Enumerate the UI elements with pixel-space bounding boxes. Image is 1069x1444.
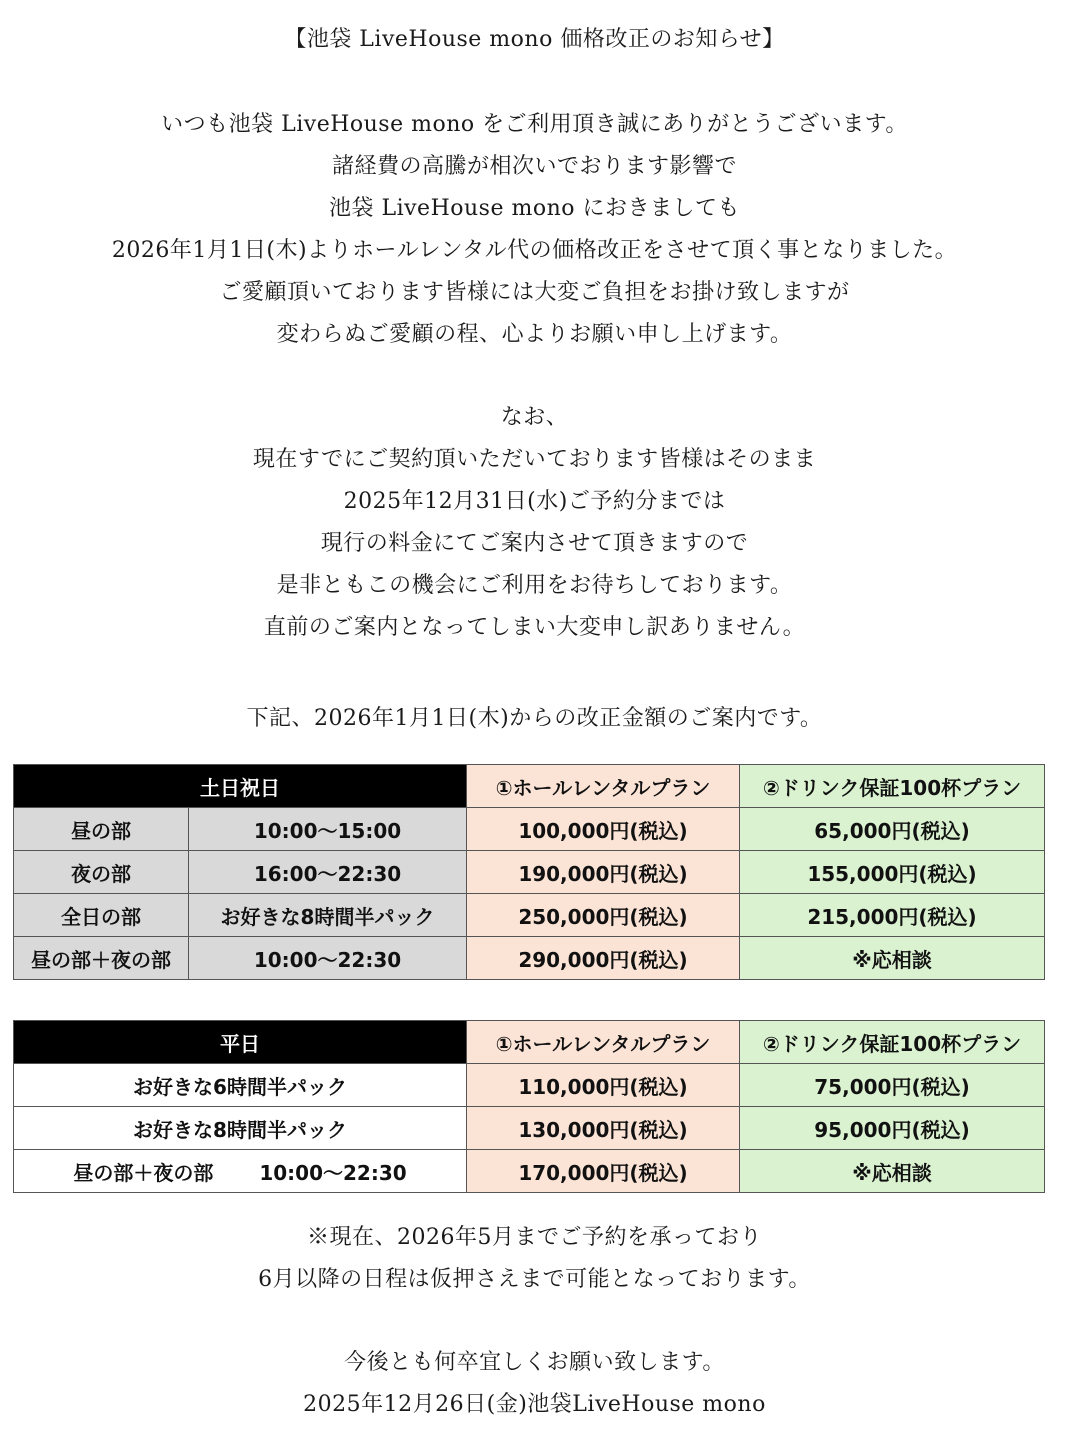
table-header-row xyxy=(14,765,1045,808)
drink-plan-header: ②ドリンク保証100杯プラン xyxy=(740,1021,1045,1064)
drink-price: ※応相談 xyxy=(740,937,1045,980)
hall-plan-header: ①ホールレンタルプラン xyxy=(467,765,740,808)
table-header-row xyxy=(14,1021,1045,1064)
hall-plan-header: ①ホールレンタルプラン xyxy=(467,1021,740,1064)
hall-price: 100,000円(税込) xyxy=(467,808,740,851)
note-line-6: 直前のご案内となってしまい大変申し訳ありません。 xyxy=(263,615,806,640)
table-row xyxy=(14,851,1045,894)
footer-line-3: 今後とも何卒宜しくお願い致します。 xyxy=(344,1350,725,1375)
table-row xyxy=(14,1107,1045,1150)
note-line-3: 2025年12月31日(水)ご予約分までは xyxy=(343,489,726,514)
slot-name: 昼の部 xyxy=(14,808,189,851)
table-row xyxy=(14,1150,1045,1193)
drink-price: 75,000円(税込) xyxy=(740,1064,1045,1107)
note-line-4: 現行の料金にてご案内させて頂きますので xyxy=(320,531,749,556)
slot-time: 16:00～22:30 xyxy=(189,851,467,894)
notice-title: 【池袋 LiveHouse mono 価格改正のお知らせ】 xyxy=(284,27,785,52)
intro-line-2: 諸経費の高騰が相次いでおります影響で xyxy=(331,154,737,179)
slot-time: お好きな8時間半パック xyxy=(189,894,467,937)
hall-price: 170,000円(税込) xyxy=(467,1150,740,1193)
note-line-5: 是非ともこの機会にご利用をお待ちしております。 xyxy=(276,573,793,598)
intro-line-1: いつも池袋 LiveHouse mono をご利用頂き誠にありがとうございます。 xyxy=(161,112,908,137)
slot-name-and-time xyxy=(14,1150,467,1193)
hall-price: 190,000円(税込) xyxy=(467,851,740,894)
table-row xyxy=(14,894,1045,937)
footer-line-1: ※現在、2026年5月までご予約を承っており xyxy=(307,1225,762,1250)
table-row xyxy=(14,1064,1045,1107)
slot-time: 10:00～15:00 xyxy=(189,808,467,851)
weekday-price-table xyxy=(13,1020,1045,1193)
table-row xyxy=(14,808,1045,851)
slot-name: お好きな8時間半パック xyxy=(14,1107,467,1150)
slot-time: 10:00～22:30 xyxy=(259,1160,407,1185)
note-line-2: 現在すでにご契約頂いただいております皆様はそのまま xyxy=(252,447,817,472)
slot-name: お好きな6時間半パック xyxy=(14,1064,467,1107)
intro-line-6: 変わらぬご愛顧の程、心よりお願い申し上げます。 xyxy=(276,322,793,347)
drink-price: 65,000円(税込) xyxy=(740,808,1045,851)
weekend-header: 土日祝日 xyxy=(14,765,467,808)
hall-price: 290,000円(税込) xyxy=(467,937,740,980)
weekend-price-table xyxy=(13,764,1045,980)
slot-name: 全日の部 xyxy=(14,894,189,937)
drink-price: ※応相談 xyxy=(740,1150,1045,1193)
table-row xyxy=(14,937,1045,980)
intro-line-3: 池袋 LiveHouse mono におきましても xyxy=(328,196,740,221)
slot-name: 昼の部＋夜の部 xyxy=(73,1160,214,1185)
drink-price: 155,000円(税込) xyxy=(740,851,1045,894)
hall-price: 250,000円(税込) xyxy=(467,894,740,937)
slot-name: 昼の部＋夜の部 xyxy=(14,937,189,980)
hall-price: 110,000円(税込) xyxy=(467,1064,740,1107)
slot-time: 10:00～22:30 xyxy=(189,937,467,980)
slot-name: 夜の部 xyxy=(14,851,189,894)
footer-line-2: 6月以降の日程は仮押さえまで可能となっております。 xyxy=(258,1267,811,1292)
drink-price: 95,000円(税込) xyxy=(740,1107,1045,1150)
footer-signature: 2025年12月26日(金)池袋LiveHouse mono xyxy=(303,1392,766,1417)
drink-price: 215,000円(税込) xyxy=(740,894,1045,937)
drink-plan-header: ②ドリンク保証100杯プラン xyxy=(740,765,1045,808)
note-line-1: なお、 xyxy=(500,405,569,430)
intro-line-4: 2026年1月1日(木)よりホールレンタル代の価格改正をさせて頂く事となりました。 xyxy=(111,238,958,263)
table-intro: 下記、2026年1月1日(木)からの改正金額のご案内です。 xyxy=(246,706,823,731)
hall-price: 130,000円(税込) xyxy=(467,1107,740,1150)
weekday-header: 平日 xyxy=(14,1021,467,1064)
intro-line-5: ご愛顧頂いております皆様には大変ご負担をお掛け致しますが xyxy=(219,280,850,305)
